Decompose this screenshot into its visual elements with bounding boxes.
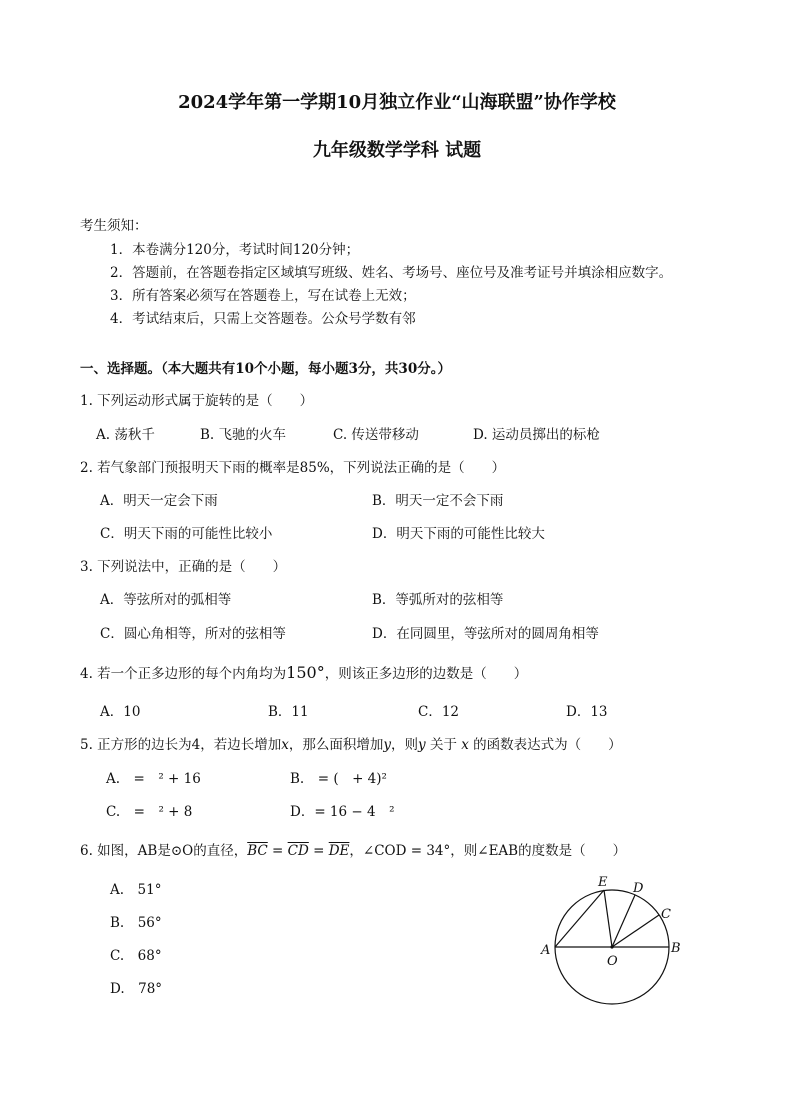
q5-option-b: B. = ( + 4)² (290, 771, 387, 787)
q5-var-y: y (383, 737, 392, 753)
q6-option-d: D. 78° (110, 981, 163, 997)
q2-option-d: D．明天下雨的可能性比较大 (372, 526, 545, 542)
q4-option-c: C．12 (418, 704, 460, 720)
q5-var-x: x (281, 737, 289, 753)
q6-eq2: = (308, 843, 329, 859)
q3-stem: 3. 下列说法中，正确的是（ ） (80, 559, 287, 575)
q6-circle-figure (535, 872, 685, 1012)
q6-stem-pre: 6. 如图，AB是⊙O的直径， (80, 843, 248, 859)
q3-option-a: A．等弦所对的弧相等 (100, 592, 232, 608)
exam-title-line2: 九年级数学学科 试题 (312, 140, 482, 161)
q5-stem-mid3: 关于 (425, 737, 462, 753)
radius-oe (604, 890, 612, 947)
q5-option-a: A. = ² + 16 (106, 771, 201, 787)
q2-option-b: B．明天一定不会下雨 (372, 493, 504, 509)
q5-option-d: D．= 16 − 4 ² (290, 804, 395, 820)
q1-stem: 1. 下列运动形式属于旋转的是（ ） (80, 393, 314, 409)
q6-option-b: B. 56° (110, 915, 162, 931)
q6-arc-de: $\overline{DE}$ (328, 843, 350, 859)
q6-option-a: A. 51° (110, 882, 162, 898)
label-d: D (633, 881, 644, 896)
q5-stem-pre: 5. 正方形的边长为4，若边长增加 (80, 737, 282, 753)
q6-arc-cd: $\overline{CD}$ (287, 843, 309, 859)
q4-option-d: D．13 (566, 704, 608, 720)
label-e: E (598, 875, 608, 890)
q2-stem: 2. 若气象部门预报明天下雨的概率是85%，下列说法正确的是（ ） (80, 460, 506, 476)
center-dot (610, 945, 613, 948)
q5-var-y2: y (418, 737, 426, 753)
q6-arc-bc: $\overline{BC}$ (247, 843, 268, 859)
q1-option-a: A. 荡秋千 (96, 427, 155, 443)
exam-title-line1: 2024学年第一学期10月独立作业“山海联盟”协作学校 (178, 92, 616, 113)
notice-item-4: 4．考试结束后，只需上交答题卷。公众号学数有邻 (110, 311, 416, 327)
q4-stem (80, 662, 527, 682)
q4-option-a: A．10 (100, 704, 141, 720)
q6-eq1: = (267, 843, 288, 859)
q6-stem-mid: ，∠COD = 34°，则∠EAB的度数是（ ） (349, 843, 627, 859)
notice-item-1: 1．本卷满分120分，考试时间120分钟； (110, 242, 360, 258)
q3-option-d: D．在同圆里，等弦所对的圆周角相等 (372, 626, 599, 642)
q3-option-b: B．等弧所对的弦相等 (372, 592, 504, 608)
q5-option-c: C. = ² + 8 (106, 804, 193, 820)
q1-option-b: B. 飞驰的火车 (200, 427, 287, 443)
q4-option-b: B．11 (268, 704, 309, 720)
q6-stem (80, 839, 626, 859)
section-heading: 一、选择题。（本大题共有10个小题，每小题3分，共30分。） (80, 361, 451, 377)
label-o: O (607, 954, 618, 969)
q1-option-d: D. 运动员掷出的标枪 (473, 427, 600, 443)
q4-angle: 150° (286, 663, 325, 682)
notice-item-2: 2．答题前，在答题卷指定区域填写班级、姓名、考场号、座位号及准考证号并填涂相应数字。 (110, 265, 673, 281)
q6-option-c: C. 68° (110, 948, 162, 964)
q5-stem-mid1: ，那么面积增加 (288, 737, 384, 753)
q1-option-c: C. 传送带移动 (333, 427, 419, 443)
q5-var-x2: x (461, 737, 469, 753)
label-a: A (541, 943, 551, 958)
notice-heading: 考生须知： (80, 218, 148, 234)
label-c: C (661, 907, 671, 922)
q4-stem-post: ，则该正多边形的边数是（ ） (324, 666, 528, 682)
q2-option-a: A．明天一定会下雨 (100, 493, 218, 509)
q5-stem-post: 的函数表达式为（ ） (468, 737, 622, 753)
q5-stem (80, 733, 622, 753)
q5-stem-mid2: ，则 (391, 737, 419, 753)
notice-item-3: 3．所有答案必须写在答题卷上，写在试卷上无效； (110, 288, 416, 304)
label-b: B (671, 941, 681, 956)
q2-option-c: C．明天下雨的可能性比较小 (100, 526, 273, 542)
q4-stem-pre: 4. 若一个正多边形的每个内角均为 (80, 666, 287, 682)
q3-option-c: C．圆心角相等，所对的弦相等 (100, 626, 286, 642)
